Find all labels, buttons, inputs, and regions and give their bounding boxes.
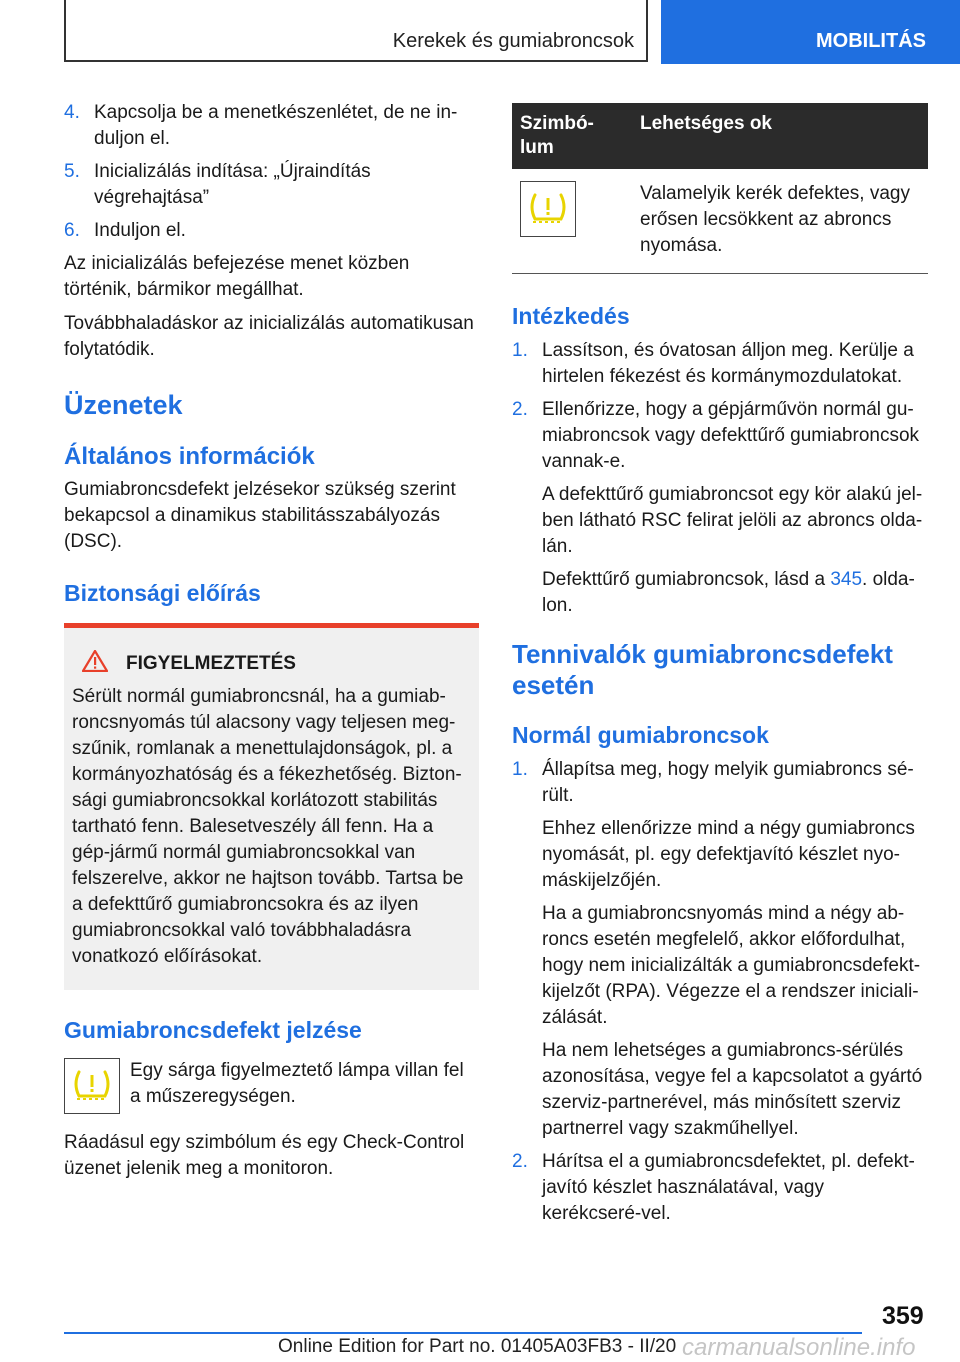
list-item	[512, 338, 927, 390]
warning-box	[64, 623, 479, 990]
list-item	[512, 1149, 927, 1227]
note: Ha nem lehetséges a gumiabroncs-sérülés azonosítása, vegye fel a kapcsolatot a gyártó szerviz-partnerével, más minősített szerviz partnerrel vagy szakműhellyel.	[542, 1040, 923, 1139]
list-item	[64, 218, 479, 244]
heading-general-info: Általános információk	[64, 443, 315, 470]
step-text: Lassítson, és óvatosan álljon meg. Kerülje a hirtelen fékezést és kormánymozdulatokat.	[542, 340, 914, 387]
page-header	[0, 0, 960, 66]
step-text: Hárítsa el a gumiabroncsdefektet, pl. defekt-javító készlet használatával, vagy kerékcseré-vel.	[542, 1151, 915, 1224]
section-tab	[64, 0, 648, 62]
table-row	[512, 169, 928, 274]
indication-row	[64, 1058, 479, 1114]
step-text: Kapcsolja be a menetkészenlétet, de ne in-duljon el.	[94, 102, 458, 149]
heading-indication: Gumiabroncsdefekt jelzése	[64, 1017, 362, 1043]
note: Defekttűrő gumiabroncsok, lásd a 345. olda-lon.	[542, 569, 915, 616]
step-number: 1.	[512, 759, 528, 780]
list-item	[512, 397, 927, 475]
warning-icon	[72, 650, 126, 678]
heading-normal-tires: Normál gumiabroncsok	[512, 722, 769, 748]
right-column	[512, 103, 927, 1234]
table-cell-cause: Valamelyik kerék defektes, vagy erősen lecsökkent az abroncs nyomása.	[632, 169, 928, 274]
step-number: 4.	[64, 102, 80, 123]
symbol-table	[512, 103, 928, 274]
tire-pressure-warning-icon	[64, 1058, 120, 1114]
step-number: 2.	[512, 1151, 528, 1172]
tire-pressure-warning-icon	[520, 181, 576, 237]
table-header-symbol: Szimbó-lum	[512, 103, 632, 169]
table-header-cause: Lehetséges ok	[632, 103, 928, 169]
paragraph: Továbbhaladáskor az inicializálás automatikusan folytatódik.	[64, 313, 474, 360]
table-header-row	[512, 103, 928, 169]
step-text: Állapítsa meg, hogy melyik gumiabroncs sé-rült.	[542, 759, 914, 806]
page-number: 359	[882, 1302, 924, 1330]
step-text: Ellenőrizze, hogy a gépjárművön normál gu-miabroncsok vagy defekttűrő gumiabroncsok vannak-e.	[542, 399, 920, 472]
chapter-tab	[661, 0, 960, 64]
warning-title: FIGYELMEZTETÉS	[126, 653, 296, 674]
step-number: 6.	[64, 220, 80, 241]
heading-messages: Üzenetek	[64, 390, 183, 420]
warning-text: Sérült normál gumiabroncsnál, ha a gumiab-roncsnyomás túl alacsony vagy teljesen meg-szűnik, romlanak a menettulajdonságok, pl. a kormányozhatóság és a fékezhetőség. Bizton-sági gumiabroncsokkal korlátozott stabilitás tartható fenn. Balesetveszély áll fenn. Ha a gép-jármű normál gumiabroncsokkal van felszerelve, akkor ne hajtson tovább. Tartsa be a defekttűrő gumiabroncsokra és az ilyen gumiabroncsokkal való továbbhaladásra vonatkozó előírásokat.	[72, 686, 464, 967]
paragraph: Gumiabroncsdefekt jelzésekor szükség szerint bekapcsol a dinamikus stabilitásszabályozás (DSC).	[64, 479, 456, 552]
indication-text: Egy sárga figyelmeztető lámpa villan fel a műszeregységen.	[130, 1060, 464, 1107]
footer-edition: Online Edition for Part no. 01405A03FB3 - II/20	[278, 1336, 677, 1357]
step-text: Induljon el.	[94, 220, 186, 241]
warning-header	[72, 650, 471, 678]
paragraph: Ráadásul egy szimbólum és egy Check-Control üzenet jelenik meg a monitoron.	[64, 1132, 465, 1179]
table-cell-symbol	[512, 169, 632, 274]
note: Ha a gumiabroncsnyomás mind a négy ab-roncs esetén megfelelő, akkor előfordulhat, hogy nem inicializálták a gumiabroncsdefekt-kijelzőt (RPA). Végezze el a rendszer iniciali-zálását.	[542, 903, 921, 1028]
page-reference-link[interactable]: 345	[830, 569, 863, 590]
heading-safety: Biztonsági előírás	[64, 580, 261, 606]
step-number: 1.	[512, 340, 528, 361]
step-number: 2.	[512, 399, 528, 420]
left-column	[64, 100, 479, 1182]
chapter-title: MOBILITÁS	[816, 30, 926, 52]
list-item	[64, 159, 479, 211]
list-item	[64, 100, 479, 152]
note: A defekttűrő gumiabroncsot egy kör alakú jel-ben látható RSC felirat jelöli az abroncs olda-lán.	[542, 484, 923, 557]
note: Ehhez ellenőrizze mind a négy gumiabroncs nyomását, pl. egy defektjavító készlet nyo-máskijelzőjén.	[542, 818, 915, 891]
watermark: carmanualsonline.info	[682, 1334, 916, 1361]
section-title: Kerekek és gumiabroncsok	[392, 30, 634, 52]
heading-measures: Intézkedés	[512, 303, 630, 329]
step-number: 5.	[64, 161, 80, 182]
paragraph: Az inicializálás befejezése menet közben történik, bármikor megállhat.	[64, 253, 410, 300]
step-text: Inicializálás indítása: „Újraindítás végrehajtása”	[94, 161, 371, 208]
heading-todo: Tennivalók gumiabroncsdefekt esetén	[512, 639, 893, 700]
list-item	[512, 757, 927, 809]
